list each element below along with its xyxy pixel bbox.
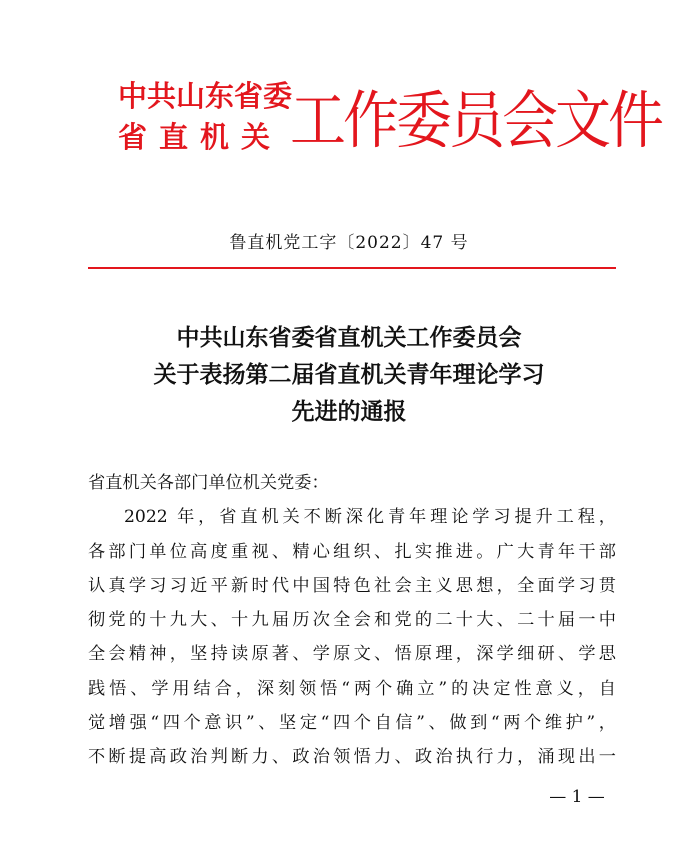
- title-line-3: 先进的通报: [291, 399, 407, 425]
- body-line: 觉增强“四个意识”、坚定“四个自信”、做到“两个维护”，: [88, 713, 616, 734]
- body-line: 认真学习习近平新时代中国特色社会主义思想，全面学习贯: [88, 575, 616, 596]
- issuer-name-block: [118, 80, 293, 153]
- red-divider-line: [88, 267, 616, 269]
- body-line: 彻党的十九大、十九届历次全会和党的二十大、二十届一中: [88, 610, 616, 631]
- body-line: 不断提高政治判断力、政治领悟力、政治执行力，涌现出一: [88, 747, 616, 768]
- page-number: — 1 —: [549, 787, 605, 807]
- issuer-name-line1: 中共山东省委: [118, 79, 293, 113]
- issuer-suffix: 工作委员会文件: [290, 84, 661, 158]
- salutation: 省直机关各部门单位机关党委：: [88, 473, 329, 493]
- document-title: [0, 320, 698, 431]
- body-line: 践悟、学用结合，深刻领悟“两个确立”的决定性意义，自: [88, 678, 616, 699]
- title-line-1: 中共山东省委省直机关工作委员会: [176, 325, 522, 351]
- issuer-name-line2: 省直机关: [118, 120, 283, 154]
- body-line: 2022 年，省直机关不断深化青年理论学习提升工程，: [124, 507, 616, 528]
- document-number: 鲁直机党工字〔2022〕47 号: [229, 233, 469, 253]
- title-line-2: 关于表扬第二届省直机关青年理论学习: [153, 362, 545, 388]
- body-line: 各部门单位高度重视、精心组织、扎实推进。广大青年干部: [88, 541, 616, 562]
- document-body: [88, 466, 616, 775]
- body-line: 全会精神，坚持读原著、学原文、悟原理，深学细研、学思: [88, 644, 616, 665]
